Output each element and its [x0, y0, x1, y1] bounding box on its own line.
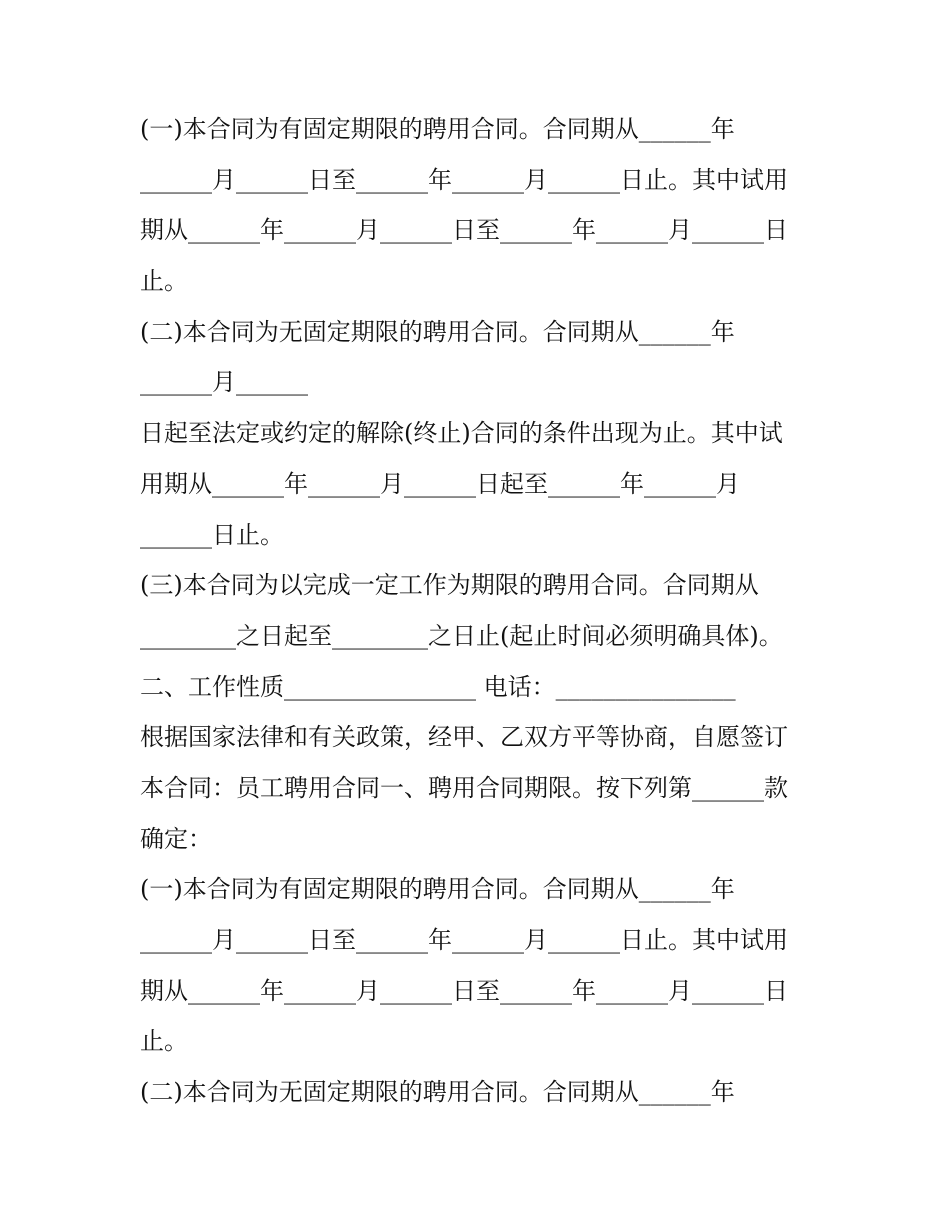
text-line: (三)本合同为以完成一定工作为期限的聘用合同。合同期从 [140, 571, 759, 600]
text-line: 二、工作性质________________ 电话：_______________ [140, 672, 736, 701]
text-line: (一)本合同为有固定期限的聘用合同。合同期从______年 [140, 115, 735, 143]
text-line: (二)本合同为无固定期限的聘用合同。合同期从______年 [140, 1078, 735, 1107]
text-line: 本合同：员工聘用合同一、聘用合同期限。按下列第______款 [140, 773, 788, 802]
text-line: (二)本合同为无固定期限的聘用合同。合同期从______年 [140, 317, 735, 346]
text-line: ______月______日至______年______月______日止。其中试用 [140, 165, 788, 194]
text-line: ______月______日至______年______月______日止。其中试用 [140, 926, 788, 954]
text-line: 止。 [140, 267, 188, 296]
document-body [140, 104, 820, 1118]
text-line: ______月______ [140, 368, 308, 397]
text-line: 日起至法定或约定的解除(终止)合同的条件出现为止。其中试 [140, 419, 783, 448]
text-line: 用期从______年______月______日起至______年______月 [140, 469, 740, 498]
text-line: 确定： [140, 824, 212, 853]
text-line: ______日止。 [140, 520, 284, 549]
text-line: (一)本合同为有固定期限的聘用合同。合同期从______年 [140, 875, 735, 904]
text-line: ________之日起至________之日止(起止时间必须明确具体)。 [140, 621, 783, 650]
text-line: 止。 [140, 1027, 188, 1056]
text-line: 期从______年______月______日至______年______月______日 [140, 216, 788, 245]
text-line: 期从______年______月______日至______年______月______日 [140, 976, 788, 1005]
text-line: 根据国家法律和有关政策，经甲、乙双方平等协商，自愿签订 [140, 723, 788, 752]
